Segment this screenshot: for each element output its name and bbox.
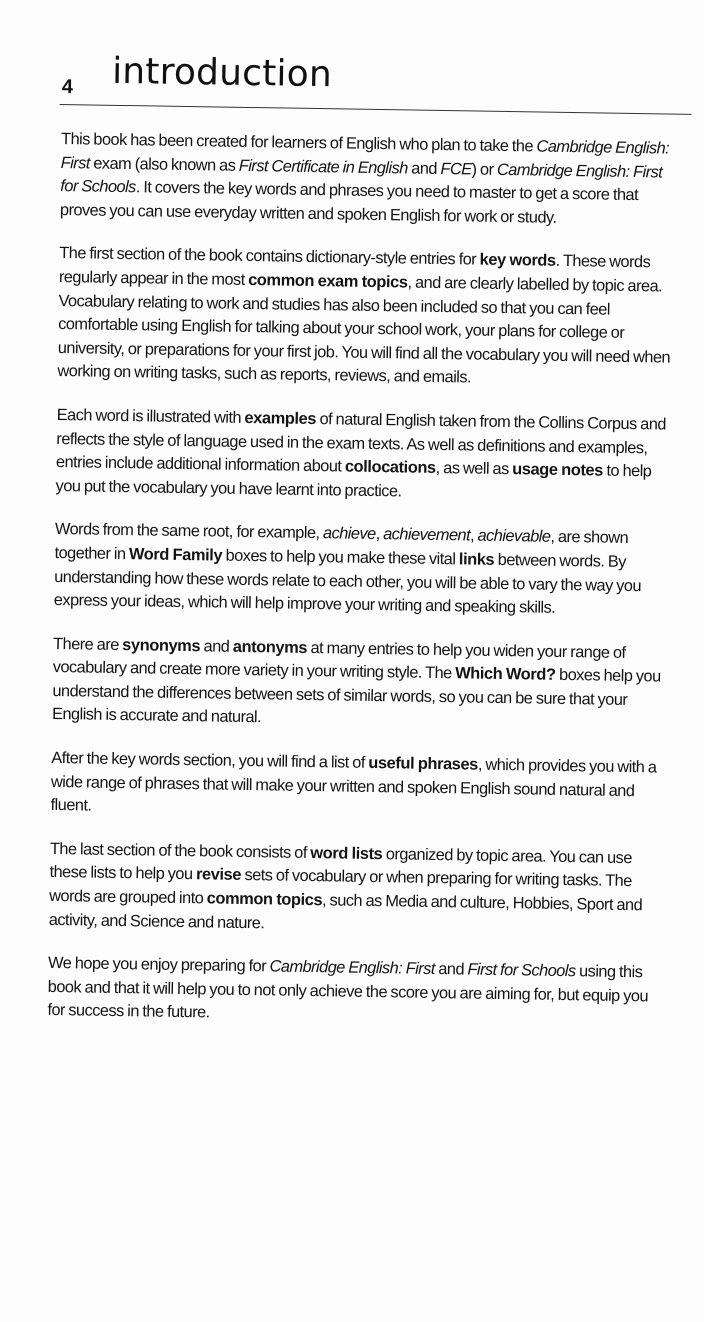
italic-title: First for Schools	[467, 960, 576, 981]
text-run: boxes help you understand the differences between sets of similar words, so you can be sure that your English is accurate and natural.	[51, 666, 661, 727]
text-run: This book has been created for learners of English who plan to take the	[60, 130, 537, 156]
emphasis-term: synonyms	[122, 635, 201, 655]
text-run: After the key words section, you will find a list of	[51, 749, 369, 772]
intro-body	[47, 128, 679, 1053]
text-run: ,	[375, 525, 384, 544]
emphasis-term: Which Word?	[455, 664, 556, 685]
emphasis-term: usage notes	[512, 460, 604, 480]
text-run: between words. By understanding how these words relate to each other, you will be able to vary the way you express your ideas, which will help improve your writing and speaking skills.	[53, 550, 642, 617]
emphasis-term: antonyms	[232, 637, 308, 657]
text-run: and	[199, 636, 233, 656]
text-run: sets of vocabulary or when preparing for writing tasks. The words are grouped into	[49, 866, 632, 908]
text-run: boxes to help you make these vital	[221, 546, 460, 569]
text-run: The first section of the book contains dictionary-style entries for	[59, 244, 480, 269]
italic-title: Cambridge English: First	[269, 957, 435, 979]
italic-title: Cambridge English: First for Schools	[60, 160, 663, 197]
text-run: and	[434, 960, 468, 979]
text-run: ) or	[471, 160, 498, 179]
paragraph-word-lists	[49, 838, 668, 942]
page-header	[60, 50, 700, 99]
emphasis-term: common exam topics	[248, 270, 408, 292]
emphasis-term: links	[458, 550, 495, 569]
text-run: using this book and that it will help you to not only achieve the score you are aiming for, but equip you for success in the future.	[47, 962, 649, 1022]
italic-title: achievement	[383, 525, 471, 545]
emphasis-term: Word Family	[128, 545, 223, 565]
emphasis-term: revise	[195, 865, 242, 885]
paragraph-synonyms	[52, 633, 671, 737]
text-run: The last section of the book consists of	[49, 839, 311, 862]
paragraph-useful-phrases	[50, 747, 669, 827]
text-run: There are	[53, 634, 123, 654]
emphasis-term: examples	[244, 408, 317, 428]
emphasis-term: key words	[479, 250, 556, 271]
chapter-title: introduction	[111, 50, 333, 96]
text-run: . These words regularly appear in the most	[58, 252, 651, 289]
text-run: exam (also known as	[89, 154, 239, 175]
page-number: 4	[61, 76, 74, 99]
text-run: , which provides you with a wide range of phrases that will make your written and spoken English sound natural and fluent.	[50, 755, 657, 815]
italic-title: achievable	[477, 526, 551, 547]
text-run: at many entries to help you widen your range of vocabulary and create more variety in your writing style. The	[52, 638, 626, 683]
italic-title: Cambridge English: First	[60, 137, 670, 173]
text-run: and	[407, 159, 441, 178]
paragraph-overview	[60, 128, 679, 232]
text-run: . It covers the key words and phrases you need to master to get a score that proves you can use everyday written and spoken English for work or study.	[59, 178, 639, 227]
text-run: We hope you enjoy preparing for	[47, 954, 270, 976]
italic-title: First Certificate in English	[238, 156, 408, 178]
emphasis-term: useful phrases	[368, 753, 479, 774]
text-run: ,	[469, 526, 478, 545]
text-run: , and are clearly labelled by topic area. Vocabulary relating to work and studies has also been included so that you can feel comfortable using English for talking about your school work, your plans for college or university, or preparations for your first job. You will find all the vocabulary you will need when working on writing tasks, such as reports, reviews, and emails.	[57, 273, 671, 387]
header-rule	[60, 104, 692, 115]
text-run: , as well as	[435, 459, 513, 479]
emphasis-term: word lists	[310, 843, 383, 864]
text-run: of natural English taken from the Collins Corpus and reflects the style of language used in the exam texts. As well as definitions and examples, entries include additional information about	[55, 410, 667, 476]
text-run: organized by topic area. You can use these lists to help you	[49, 845, 632, 884]
text-run: Each word is illustrated with	[56, 405, 245, 427]
paragraph-key-words	[57, 242, 677, 393]
text-run: Words from the same root, for example,	[54, 520, 324, 543]
text-run: , such as Media and culture, Hobbies, Sport and activity, and Science and nature.	[48, 891, 643, 932]
italic-title: achieve	[322, 524, 376, 544]
text-run: to help you put the vocabulary you have learnt into practice.	[55, 461, 652, 501]
italic-title: FCE	[440, 159, 472, 179]
emphasis-term: collocations	[344, 457, 436, 478]
paragraph-closing	[47, 952, 666, 1032]
paragraph-word-family	[54, 518, 673, 622]
text-run: , are shown together in	[54, 528, 629, 564]
emphasis-term: common topics	[206, 889, 323, 910]
paragraph-examples	[55, 404, 674, 508]
